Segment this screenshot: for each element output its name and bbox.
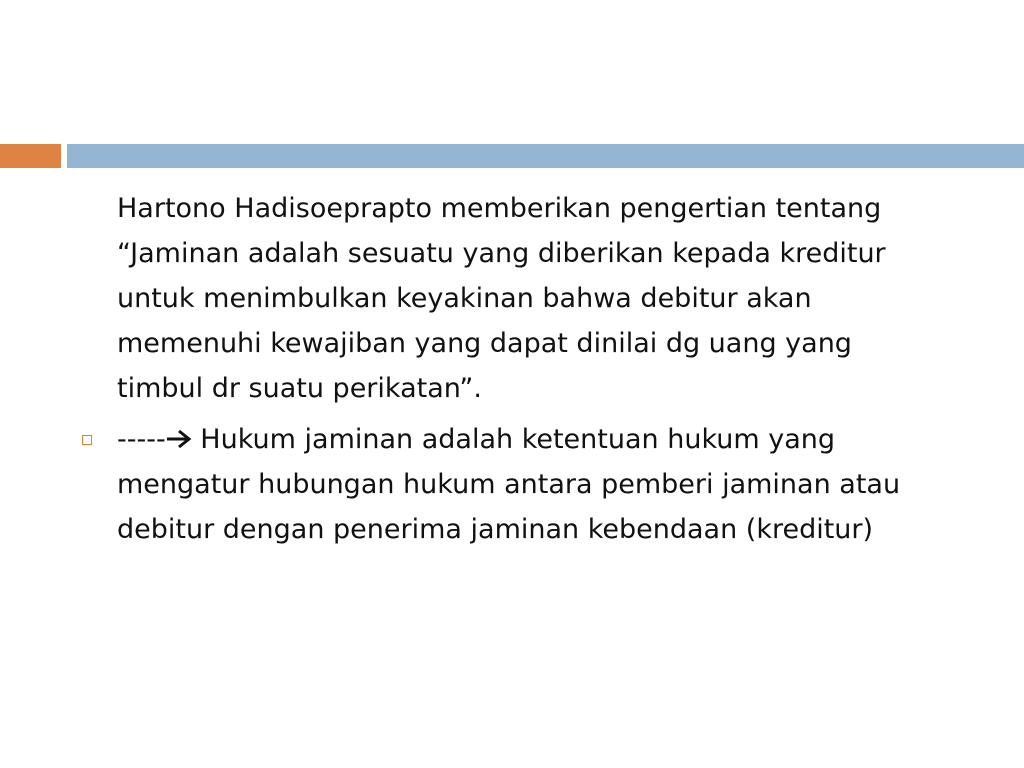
slide-body [78,186,938,558]
right-arrow-icon [166,417,192,462]
paragraph-definition-text: Hartono Hadisoeprapto memberikan pengertian tentang “Jaminan adalah sesuatu yang diberikan kepada kreditur untuk menimbulkan keyakinan bahwa debitur akan memenuhi kewajiban yang dapat dinilai dg uang yang timbul dr suatu perikatan”. [117,193,886,404]
hollow-square-bullet-icon [82,435,92,445]
paragraph-bulleted [78,417,938,552]
blue-accent-bar [67,144,1024,168]
paragraph-bulleted-text: Hukum jaminan adalah ketentuan hukum yang mengatur hubungan hukum antara pemberi jaminan atau debitur dengan penerima jaminan kebendaan (kreditur) [117,424,901,545]
paragraph-definition [78,186,938,411]
dash-prefix: ----- [117,424,166,455]
orange-accent-bar [0,144,61,168]
